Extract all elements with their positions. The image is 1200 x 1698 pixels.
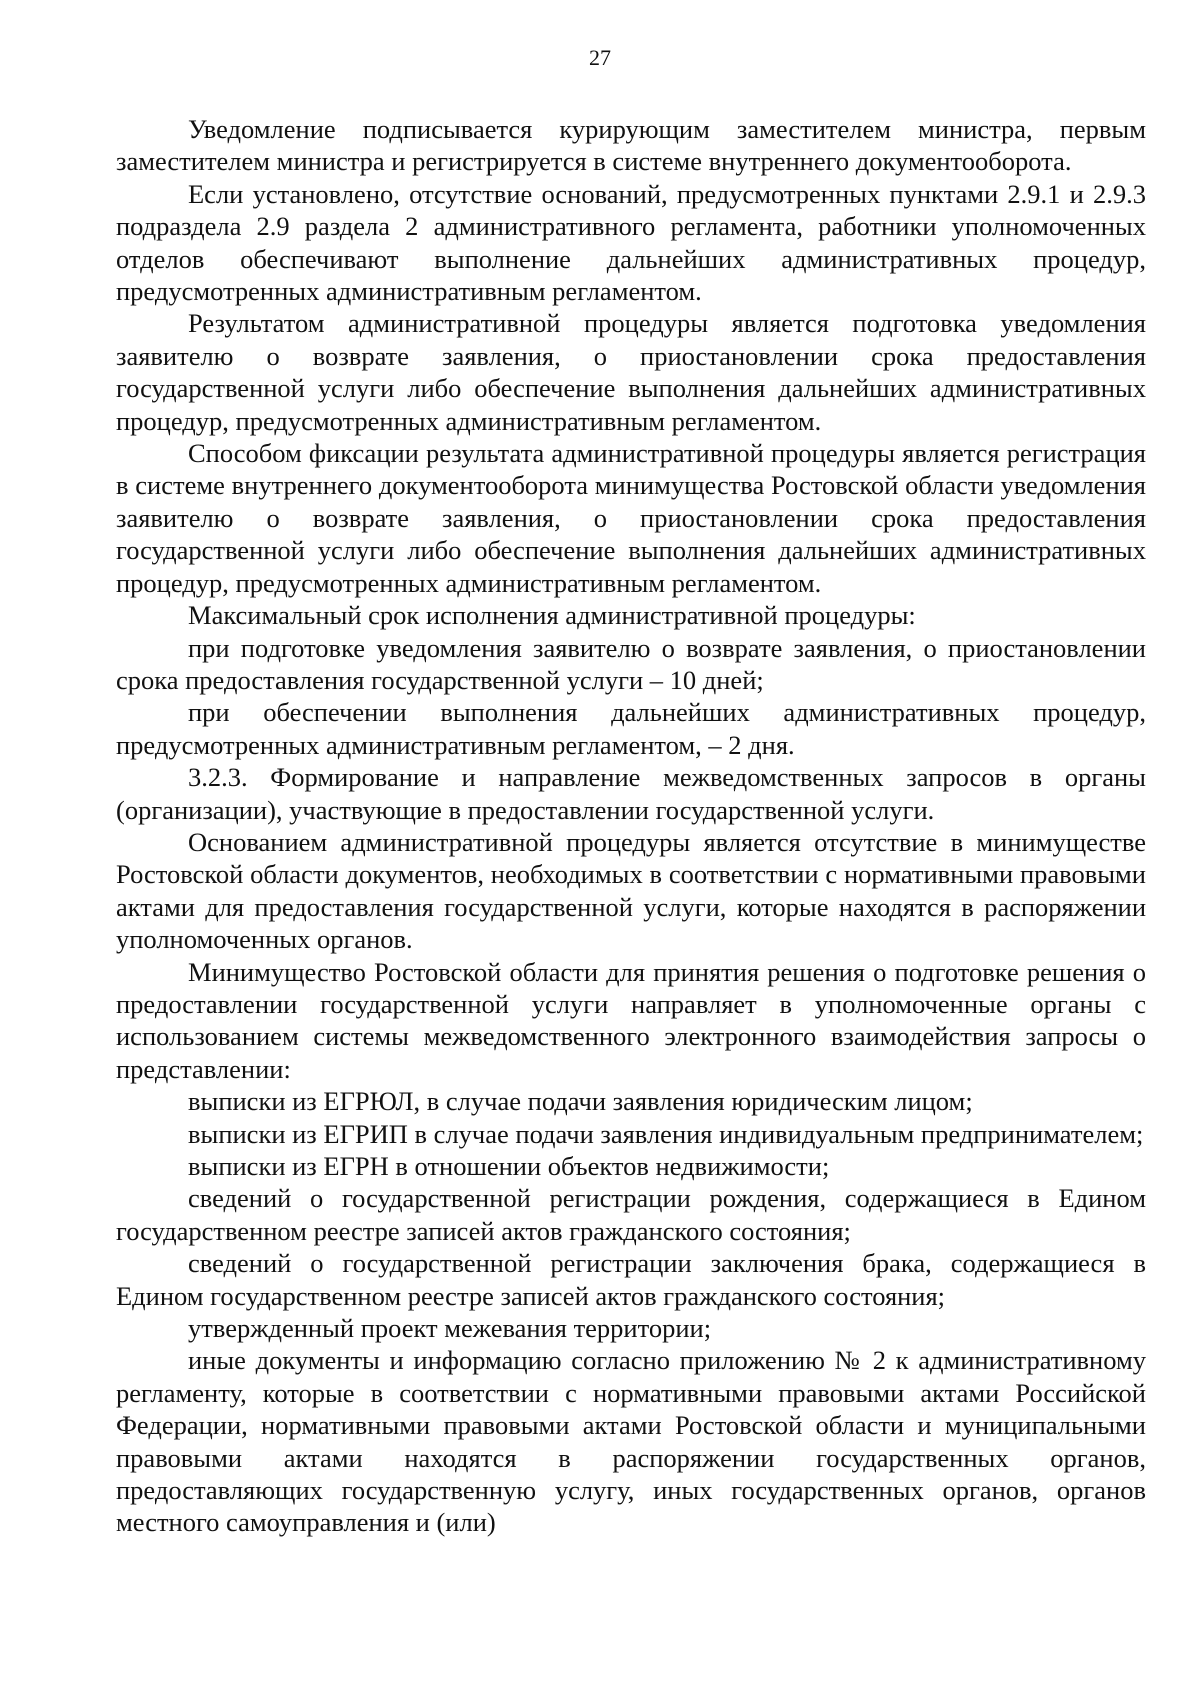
section-heading-3-2-3: 3.2.3. Формирование и направление межведомственных запросов в органы (организации), участвующие в предоставлении государственной услуги. [116, 762, 1146, 825]
list-item-egrip: выписки из ЕГРИП в случае подачи заявления индивидуальным предпринимателем; [188, 1118, 1144, 1149]
paragraph-notice-signing: Уведомление подписывается курирующим заместителем министра, первым заместителем министра и регистрируется в системе внутреннего документооборота. [116, 114, 1146, 177]
list-item-survey-project: утвержденный проект межевания территории; [188, 1313, 712, 1344]
page-number: 27 [589, 45, 611, 70]
list-item-egrn: выписки из ЕГРН в отношении объектов недвижимости; [188, 1151, 830, 1181]
paragraph-max-term: Максимальный срок исполнения административной процедуры: [188, 600, 916, 631]
paragraph-requests-intro: Минимущество Ростовской области для принятия решения о подготовке решения о предоставлении государственной услуги направляет в уполномоченные органы с использованием системы межведомственного электронного взаимодействия запросы о представлении: [116, 956, 1146, 1084]
document-body [116, 113, 1146, 1539]
list-item-birth-registration: сведений о государственной регистрации рождения, содержащиеся в Едином государственном реестре записей актов гражданского состояния; [116, 1183, 1146, 1246]
paragraph-no-grounds: Если установлено, отсутствие оснований, предусмотренных пунктами 2.9.1 и 2.9.3 подраздела 2.9 раздела 2 административного регламента, работники уполномоченных отделов обеспечивают выполнение дальнейших административных процедур, предусмотренных административным регламентом. [116, 178, 1146, 307]
paragraph-procedure-result: Результатом административной процедуры является подготовка уведомления заявителю о возврате заявления, о приостановлении срока предоставления государственной услуги либо обеспечение выполнения дальнейших административных процедур, предусмотренных административным регламентом. [116, 308, 1146, 436]
list-item-other-documents: иные документы и информацию согласно приложению № 2 к административному регламенту, которые в соответствии с нормативными правовыми актами Российской Федерации, нормативными правовыми актами Ростовской области и муниципальными правовыми актами находятся в распоряжении государственных органов, предоставляющих государственную услугу, иных государственных органов, органов местного самоуправления и (или) [116, 1345, 1146, 1538]
list-item-marriage-registration: сведений о государственной регистрации заключения брака, содержащиеся в Едином государственном реестре записей актов гражданского состояния; [116, 1248, 1146, 1311]
paragraph-result-recording: Способом фиксации результата административной процедуры является регистрация в системе внутреннего документооборота минимущества Ростовской области уведомления заявителю о возврате заявления, о приостановлении срока предоставления государственной услуги либо обеспечение выполнения дальнейших административных процедур, предусмотренных административным регламентом. [116, 438, 1146, 598]
paragraph-term-further: при обеспечении выполнения дальнейших административных процедур, предусмотренных административным регламентом, – 2 дня. [116, 697, 1146, 760]
paragraph-term-notice: при подготовке уведомления заявителю о возврате заявления, о приостановлении срока предоставления государственной услуги – 10 дней; [116, 632, 1146, 695]
paragraph-procedure-basis: Основанием административной процедуры является отсутствие в минимуществе Ростовской области документов, необходимых в соответствии с нормативными правовыми актами для предоставления государственной услуги, которые находятся в распоряжении уполномоченных органов. [116, 826, 1146, 955]
list-item-egrul: выписки из ЕГРЮЛ, в случае подачи заявления юридическим лицом; [188, 1086, 973, 1117]
